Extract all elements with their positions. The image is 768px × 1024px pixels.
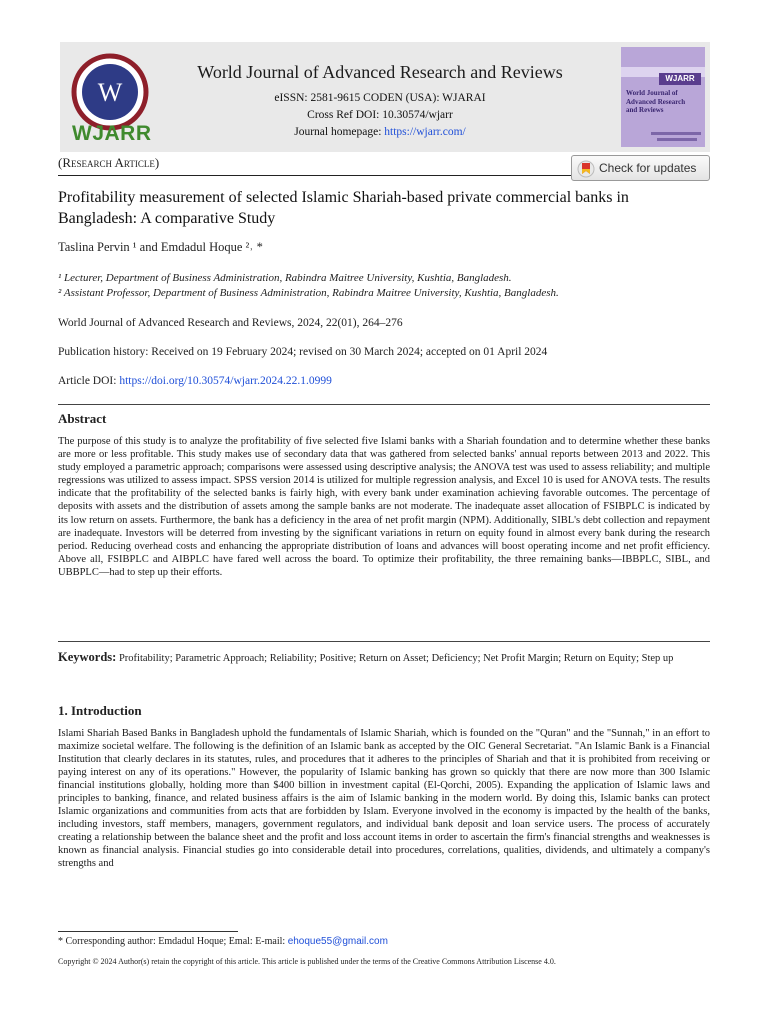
- introduction-heading: 1. Introduction: [58, 703, 142, 718]
- crossmark-icon: [577, 160, 595, 178]
- copyright-notice: Copyright © 2024 Author(s) retain the copyright of this article. This article is published under the terms of the Creative Commons Attribution Liscense 4.0.: [58, 957, 556, 966]
- cover-decoration: [657, 138, 697, 141]
- cover-title: World Journal of Advanced Research and Reviews: [626, 89, 686, 114]
- doi-link[interactable]: https://doi.org/10.30574/wjarr.2024.22.1.0999: [119, 375, 332, 387]
- journal-cover-image: [621, 47, 705, 147]
- introduction-body: Islami Shariah Based Banks in Bangladesh uphold the fundamentals of Islamic Shariah, which is founded on the "Quran" and the "Sunnah," in an effort to maximize societal welfare. The following is the definition of an Islamic bank as accepted by the OIC General Secretariat. "An Islamic Bank is a Financial Institution that clearly declares in its statutes, rules, and procedures that it adheres to the principles of Shariah and that it is prohibited from receiving or paying interest on any of its operations." However, the popularity of Islamic banking has grown so quickly that there are now more than 300 Islamic financial institutions globally, holding more than $400 billion in investment capital (El-Qorchi, 2005). Expanding the application of Islamic laws and principles to banking, finance, and related business affairs is the aim of Islamic banking in the modern world. By doing this, Islamic banks can protect Islamic organizations and communities from acts that are forbidden by Islam. Everyone involved in the economy is impacted by the health of the banks, including investors, staff members, managers, government regulators, and individual bank deposit and loan service users. The process of accurately creating a relationship between the balance sheet and the profit and loss account items in order to ascertain the firm's financial strengths and weaknesses is known as financial analysis. Financial studies go into considerable detail into procedures, correlations, qualities, dividends, and ultimately a company's strengths and: [58, 728, 710, 869]
- keywords-label: Keywords:: [58, 650, 117, 664]
- affiliation-1: ¹ Lecturer, Department of Business Administration, Rabindra Maitree University, Kushtia, Bangladesh.: [58, 272, 512, 284]
- svg-text:W: W: [97, 78, 123, 107]
- authors: Taslina Pervin ¹ and Emdadul Hoque ²˒ *: [58, 240, 263, 254]
- check-for-updates-label: Check for updates: [599, 161, 697, 175]
- abstract-heading: Abstract: [58, 411, 107, 426]
- journal-logo-text: WJARR: [72, 122, 152, 145]
- article-type: (Research Article): [58, 155, 160, 170]
- cover-badge: WJARR: [659, 73, 701, 85]
- journal-title: World Journal of Advanced Research and Reviews: [197, 62, 563, 82]
- divider: [58, 641, 710, 642]
- cover-decoration: [651, 132, 701, 135]
- doi-label: Article DOI:: [58, 375, 120, 387]
- homepage-link[interactable]: https://wjarr.com/: [384, 126, 466, 138]
- homepage-label: Journal homepage:: [294, 126, 385, 138]
- keywords: [58, 650, 710, 666]
- divider: [58, 404, 710, 405]
- affiliation-2: ² Assistant Professor, Department of Business Administration, Rabindra Maitree University, Kushtia, Bangladesh.: [58, 287, 559, 299]
- abstract-body: The purpose of this study is to analyze the profitability of five selected five Islami banks with a Shariah foundation and to determine whether these banks are more or less profitable. This study makes use of secondary data that was gathered from selected banks' annual reports between 2013 and 2022. This study employed a parametric approach; comparisons were assessed using descriptive analysis; the ANOVA test was used to assess reliability; and multiple regressions was utilized to assess impact. SPSS version 2014 is utilized for multiple regression analysis, and Excel 10 is used for ANOVA tests. The results indicate that the profitability of the selected banks is fairly high, with every bank under examination achieving favorable outcomes. The percentage of deposits with assets and the distribution of assets among the sample banks are not moderate. The inadequate asset allocation of FSIBPLC is indicated by its low return on assets. Furthermore, the bank has a deficiency in the area of net profit margin (NPM). Additionally, SIBL's debt collection and repayment are inadequate. Investors will be deterred from investing by the significant variations in return on equity found in almost every bank during the research period. Reducing overhead costs and enhancing the appropriate distribution of loans and advances will boost operating income and net profit efficiency. Above all, FSIBPLC and AIBPLC have fared well across the board. To optimize their profitability, the three remaining banks—IBBPLC, SIBL, and UBBPLC—had to step up their efforts.: [58, 436, 710, 578]
- article-doi: [58, 375, 708, 387]
- corresponding-author: [58, 936, 388, 947]
- journal-logo-icon: [71, 53, 149, 131]
- publication-history: Publication history: Received on 19 February 2024; revised on 30 March 2024; accepted on 01 April 2024: [58, 346, 548, 358]
- footnote-text: * Corresponding author: Emdadul Hoque; Emal: E-mail:: [58, 936, 286, 947]
- footnote-divider: [58, 931, 238, 932]
- article-title: Profitability measurement of selected Islamic Shariah-based private commercial banks in Bangladesh: A comparative Study: [58, 189, 629, 227]
- issn-line: eISSN: 2581-9615 CODEN (USA): WJARAI: [274, 92, 486, 104]
- citation: World Journal of Advanced Research and Reviews, 2024, 22(01), 264–276: [58, 317, 403, 329]
- journal-header: [60, 42, 710, 152]
- author-email-link[interactable]: ehoque55@gmail.com: [287, 936, 388, 947]
- keywords-list: Profitability; Parametric Approach; Reliability; Positive; Return on Asset; Deficiency; Net Profit Margin; Return on Equity; Step up: [118, 653, 674, 664]
- check-for-updates-button[interactable]: [571, 155, 710, 181]
- crossref-line: Cross Ref DOI: 10.30574/wjarr: [307, 109, 453, 121]
- homepage-line: [180, 126, 580, 138]
